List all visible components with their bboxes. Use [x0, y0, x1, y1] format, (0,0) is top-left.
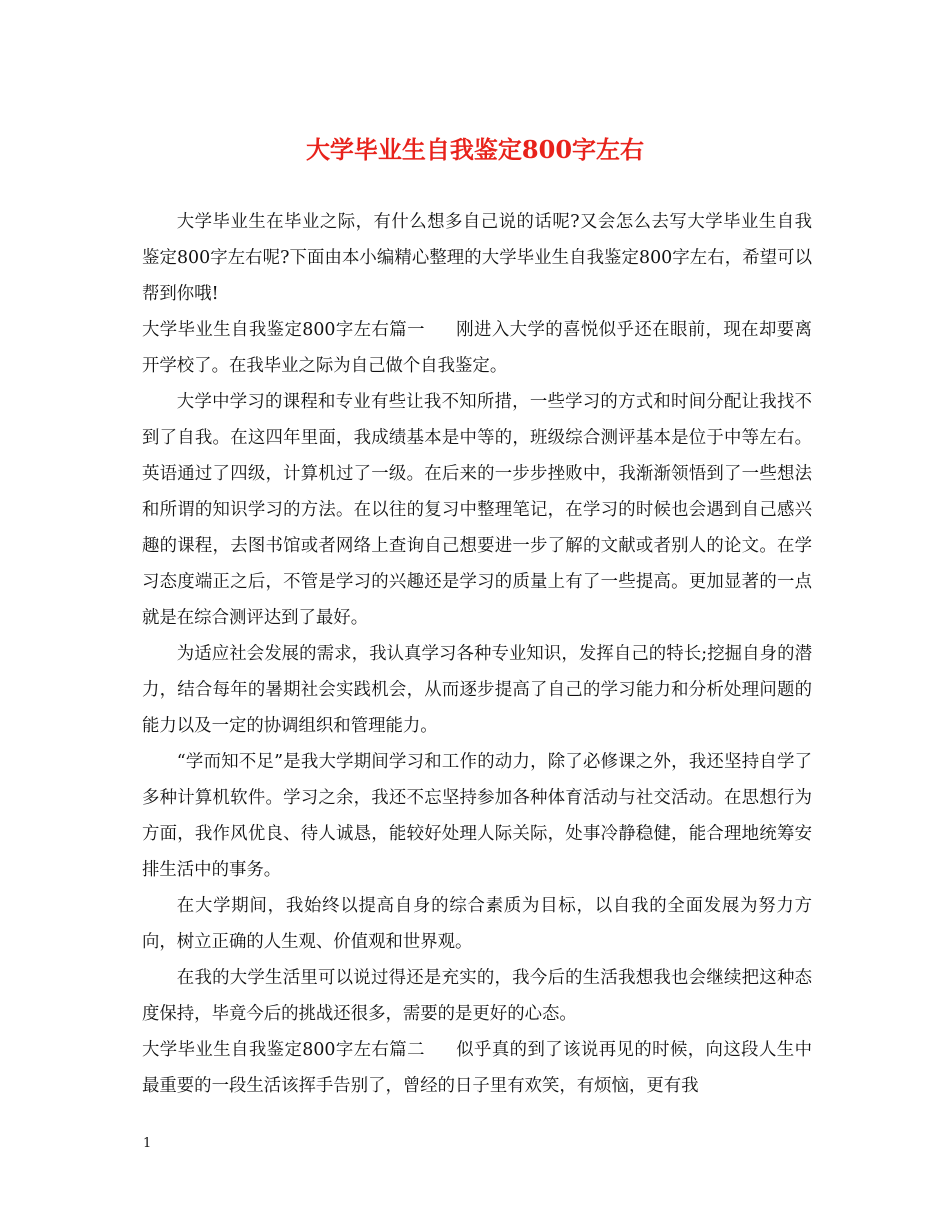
section-two-heading: 大学毕业生自我鉴定800字左右篇二	[142, 1040, 425, 1060]
document-body	[142, 204, 812, 1104]
body-paragraph-society: 为适应社会发展的需求，我认真学习各种专业知识，发挥自己的特长;挖掘自身的潜力，结合每年的暑期社会实践机会，从而逐步提高了自己的学习能力和分析处理问题的能力以及一定的协调组织和管理能力。	[142, 644, 812, 736]
section-one-lead: 刚进入大学的喜悦似乎还在眼前，现在却要离开学校了。在我毕业之际为自己做个自我鉴定。	[142, 320, 812, 376]
body-paragraph-study: 大学中学习的课程和专业有些让我不知所措，一些学习的方式和时间分配让我找不到了自我。在这四年里面，我成绩基本是中等的，班级综合测评基本是位于中等左右。英语通过了四级，计算机过了一级。在后来的一步步挫败中，我渐渐领悟到了一些想法和所谓的知识学习的方法。在以往的复习中整理笔记，在学习的时候也会遇到自己感兴趣的课程，去图书馆或者网络上查询自己想要进一步了解的文献或者别人的论文。在学习态度端正之后，不管是学习的兴趣还是学习的质量上有了一些提高。更加显著的一点就是在综合测评达到了最好。	[142, 392, 812, 628]
intro-paragraph: 大学毕业生在毕业之际，有什么想多自己说的话呢?又会怎么去写大学毕业生自我鉴定800字左右呢?下面由本小编精心整理的大学毕业生自我鉴定800字左右，希望可以帮到你哦!	[142, 212, 812, 304]
section-two-paragraph	[142, 1032, 812, 1104]
page-number: 1	[143, 1136, 152, 1151]
section-two-lead: 似乎真的到了该说再见的时候，向这段人生中最重要的一段生活该挥手告别了，曾经的日子里有欢笑，有烦恼，更有我	[142, 1040, 812, 1096]
section-one-paragraph	[142, 312, 812, 384]
body-paragraph-goals: 在大学期间，我始终以提高自身的综合素质为目标，以自我的全面发展为努力方向，树立正确的人生观、价值观和世界观。	[142, 896, 812, 952]
document-title: 大学毕业生自我鉴定800字左右	[305, 135, 645, 164]
section-one-heading: 大学毕业生自我鉴定800字左右篇一	[142, 320, 425, 340]
body-paragraph-motivation: “学而知不足”是我大学期间学习和工作的动力，除了必修课之外，我还坚持自学了多种计算机软件。学习之余，我还不忘坚持参加各种体育活动与社交活动。在思想行为方面，我作风优良、待人诚恳，能较好处理人际关际，处事冷静稳健，能合理地统筹安排生活中的事务。	[142, 752, 812, 880]
body-paragraph-conclusion: 在我的大学生活里可以说过得还是充实的，我今后的生活我想我也会继续把这种态度保持，毕竟今后的挑战还很多，需要的是更好的心态。	[142, 968, 812, 1024]
